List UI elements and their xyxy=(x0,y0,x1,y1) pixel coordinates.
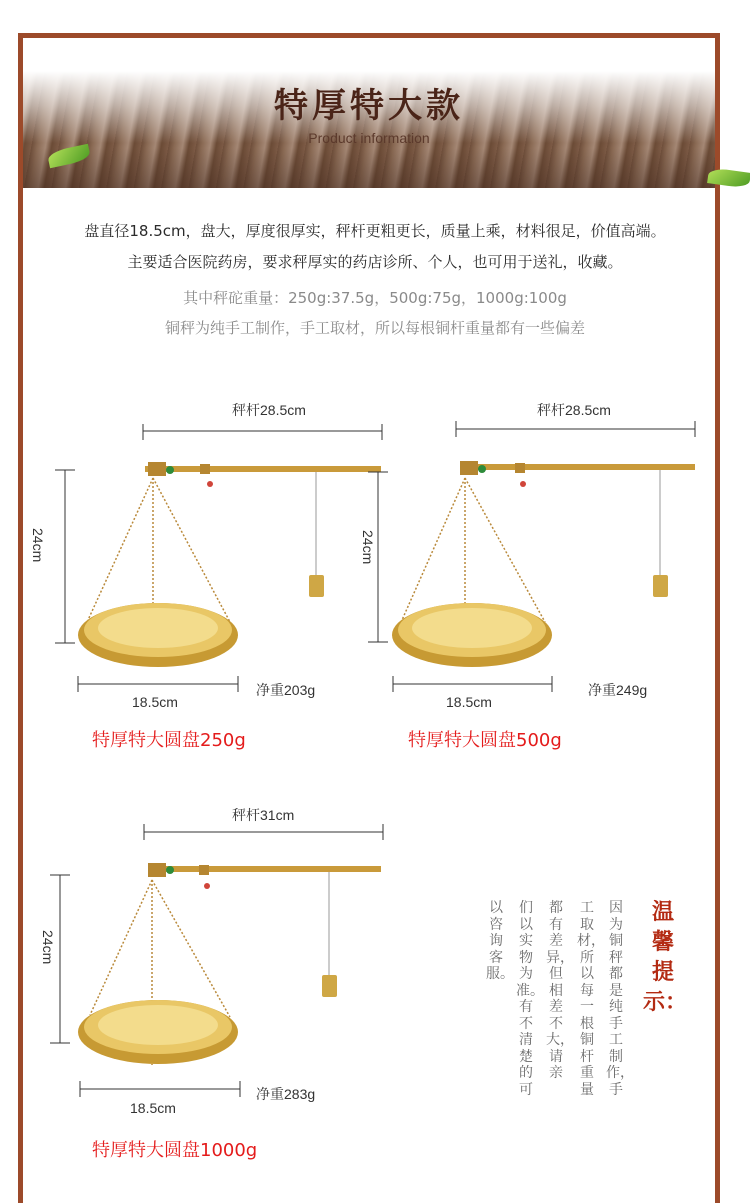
description-line: 盘直径18.5cm，盘大，厚度很厚实，秤杆更粗更长，质量上乘，材料很足，价值高端。 xyxy=(84,222,666,240)
tip-text-column: 都有差异，但相差不大，请亲 xyxy=(546,900,574,1081)
height-label: 24cm xyxy=(40,930,56,965)
page-title: 特厚特大款 xyxy=(274,86,464,126)
diameter-label: 18.5cm xyxy=(130,1100,176,1116)
handmade-note: 铜秤为纯手工制作，手工取材，所以每根铜杆重量都有一些偏差 xyxy=(164,319,585,337)
product-caption: 特厚特大圆盘500g xyxy=(408,730,562,751)
description-line: 主要适合医院药房，要求秤厚实的药店诊所、个人，也可用于送礼，收藏。 xyxy=(127,253,623,271)
tip-text-column: 以咨询客服。 xyxy=(486,900,514,982)
weight-note: 其中秤砣重量：250g:37.5g，500g:75g，1000g:100g xyxy=(183,289,567,307)
net-weight-label: 净重203g xyxy=(256,682,316,698)
product-caption: 特厚特大圆盘1000g xyxy=(92,1140,258,1161)
tip-heading: 温馨提示： xyxy=(643,899,688,1015)
height-label: 24cm xyxy=(360,530,376,565)
net-weight-label: 净重283g xyxy=(256,1086,316,1102)
diameter-label: 18.5cm xyxy=(446,694,492,710)
tip-text-column: 工取材，所以每一根铜杆重量 xyxy=(577,900,605,1098)
net-weight-label: 净重249g xyxy=(588,682,648,698)
page-subtitle: Product information xyxy=(308,130,430,146)
rod-length-label: 秤杆31cm xyxy=(232,807,295,823)
diameter-label: 18.5cm xyxy=(132,694,178,710)
height-label: 24cm xyxy=(30,528,46,563)
tip-text-column: 们以实物为准。有不清楚的可 xyxy=(516,900,544,1098)
rod-length-label: 秤杆28.5cm xyxy=(232,402,306,418)
product-caption: 特厚特大圆盘250g xyxy=(92,730,246,751)
tip-text-column: 因为铜秤都是纯手工制作，手 xyxy=(606,900,634,1098)
rod-length-label: 秤杆28.5cm xyxy=(537,402,611,418)
